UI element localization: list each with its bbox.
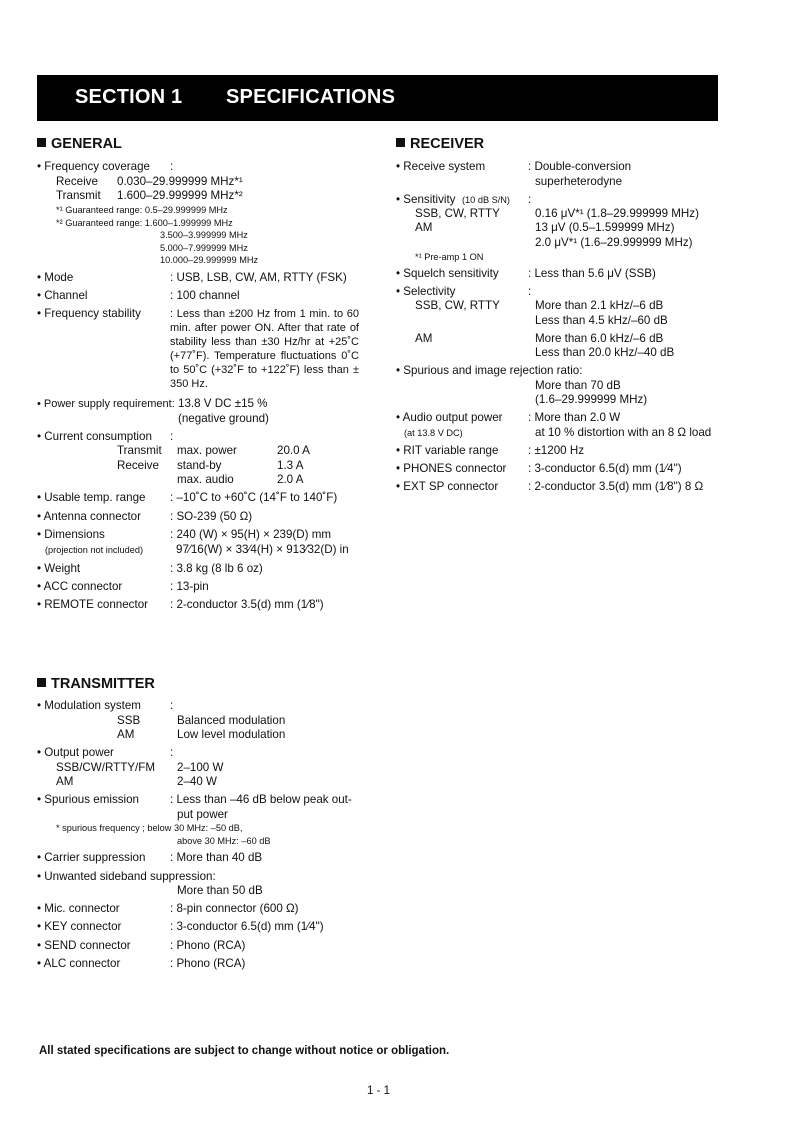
current-transmit-mode: max. power [177, 444, 237, 457]
output-ssb-label: SSB/CW/RTTY/FM [56, 761, 155, 774]
image-rejection-label: • Spurious and image rejection ratio: [396, 364, 583, 377]
antenna-label: • Antenna connector [37, 510, 141, 523]
spurious-note-2: above 30 MHz: –60 dB [177, 836, 271, 846]
transmit-value: 1.600–29.999999 MHz*² [117, 189, 243, 202]
send-value: : Phono (RCA) [170, 939, 246, 952]
temp-range-label: • Usable temp. range [37, 491, 146, 504]
square-bullet-icon [396, 138, 405, 147]
alc-label: • ALC connector [37, 957, 121, 970]
guarantee-note-1: *¹ Guaranteed range: 0.5–29.999999 MHz [56, 205, 228, 215]
transmitter-heading: TRANSMITTER [37, 676, 155, 692]
page-title: SPECIFICATIONS [226, 86, 396, 108]
square-bullet-icon [37, 678, 46, 687]
guarantee-range-2: 3.500–3.999999 MHz [160, 230, 248, 240]
sensitivity-note: *¹ Pre-amp 1 ON [415, 252, 484, 262]
receive-system-value-cont: superheterodyne [535, 175, 623, 188]
dimensions-note: (projection not included) [45, 545, 144, 555]
modulation-ssb-label: SSB [117, 714, 141, 727]
spurious-emission-label: • Spurious emission [37, 793, 140, 806]
spurious-note-1: * spurious frequency ; below 30 MHz: –50 dB, [56, 823, 243, 833]
selectivity-am-value-2: Less than 20.0 kHz/–40 dB [535, 346, 675, 359]
sensitivity-colon: : [528, 193, 532, 206]
general-heading: GENERAL [37, 136, 122, 152]
section-number: SECTION 1 [75, 86, 183, 108]
current-receive-label: Receive [117, 459, 159, 472]
squelch-label: • Squelch sensitivity [396, 267, 499, 280]
selectivity-ssb-value-1: More than 2.1 kHz/–6 dB [535, 299, 664, 312]
audio-output-value-cont: at 10 % distortion with an 8 Ω load [535, 426, 712, 439]
sensitivity-am-value-1: 13 μV (0.5–1.599999 MHz) [535, 221, 675, 234]
guarantee-range-3: 5.000–7.999999 MHz [160, 243, 248, 253]
audio-output-value: : More than 2.0 W [528, 411, 621, 424]
current-colon: : [170, 430, 174, 443]
square-bullet-icon [37, 138, 46, 147]
ext-sp-label: • EXT SP connector [396, 480, 499, 493]
output-am-value: 2–40 W [177, 775, 217, 788]
alc-value: : Phono (RCA) [170, 957, 246, 970]
acc-label: • ACC connector [37, 580, 123, 593]
freq-coverage-colon: : [170, 160, 174, 173]
mode-label: • Mode [37, 271, 74, 284]
squelch-value: : Less than 5.6 μV (SSB) [528, 267, 656, 280]
selectivity-am-label: AM [415, 332, 433, 345]
weight-label: • Weight [37, 562, 81, 575]
power-supply-label: • Power supply requirement: [37, 398, 175, 410]
rit-label: • RIT variable range [396, 444, 499, 457]
carrier-label: • Carrier suppression [37, 851, 146, 864]
current-standby-mode: stand-by [177, 459, 222, 472]
image-rejection-value-2: (1.6–29.999999 MHz) [535, 393, 648, 406]
spurious-emission-value-cont: put power [177, 808, 228, 821]
receive-label: Receive [56, 175, 98, 188]
freq-stability-label: • Frequency stability [37, 307, 141, 320]
receive-system-value: : Double-conversion [528, 160, 632, 173]
unwanted-sideband-label: • Unwanted sideband suppression: [37, 870, 216, 883]
modulation-label: • Modulation system [37, 699, 141, 712]
remote-label: • REMOTE connector [37, 598, 149, 611]
freq-stability-value: : Less than ±200 Hz from 1 min. to 60 min. after power ON. After that rate of stability less than ±30 Hz/hr at +25˚C (+77˚F). Temperature fluctuations 0˚C to 50˚C (+32˚F to +122˚F) less than ± 350 Hz. [170, 308, 359, 390]
power-supply-value: 13.8 V DC ±15 % [178, 397, 268, 410]
audio-output-condition: (at 13.8 V DC) [404, 428, 463, 438]
mic-label: • Mic. connector [37, 902, 120, 915]
sensitivity-am-label: AM [415, 221, 433, 234]
output-ssb-value: 2–100 W [177, 761, 224, 774]
image-rejection-value-1: More than 70 dB [535, 379, 621, 392]
receive-value: 0.030–29.999999 MHz*¹ [117, 175, 243, 188]
receive-system-label: • Receive system [396, 160, 486, 173]
output-power-colon: : [170, 746, 174, 759]
modulation-ssb-value: Balanced modulation [177, 714, 286, 727]
power-supply-ground: (negative ground) [178, 412, 269, 425]
remote-value: : 2-conductor 3.5(d) mm (1⁄8") [170, 598, 324, 611]
sensitivity-am-value-2: 2.0 μV*¹ (1.6–29.999999 MHz) [535, 236, 693, 249]
acc-value: : 13-pin [170, 580, 209, 593]
transmit-label: Transmit [56, 189, 101, 202]
sensitivity-ssb-label: SSB, CW, RTTY [415, 207, 500, 220]
mic-value: : 8-pin connector (600 Ω) [170, 902, 299, 915]
sensitivity-condition: (10 dB S/N) [462, 195, 510, 205]
key-label: • KEY connector [37, 920, 122, 933]
selectivity-colon: : [528, 285, 532, 298]
page-number: 1 - 1 [367, 1085, 391, 1097]
current-audio-mode: max. audio [177, 473, 234, 486]
modulation-am-value: Low level modulation [177, 728, 286, 741]
unwanted-sideband-value: More than 50 dB [177, 884, 263, 897]
selectivity-ssb-label: SSB, CW, RTTY [415, 299, 500, 312]
current-transmit-label: Transmit [117, 444, 162, 457]
dimensions-label: • Dimensions [37, 528, 105, 541]
carrier-value: : More than 40 dB [170, 851, 263, 864]
current-transmit-value: 20.0 A [277, 444, 310, 457]
temp-range-value: : –10˚C to +60˚C (14˚F to 140˚F) [170, 491, 338, 504]
current-label: • Current consumption [37, 430, 152, 443]
sensitivity-label: • Sensitivity [396, 193, 456, 206]
receiver-heading: RECEIVER [396, 136, 484, 152]
selectivity-am-value-1: More than 6.0 kHz/–6 dB [535, 332, 664, 345]
dimensions-value-in: 97⁄16(W) × 33⁄4(H) × 913⁄32(D) in [176, 543, 349, 556]
mode-value: : USB, LSB, CW, AM, RTTY (FSK) [170, 271, 347, 284]
modulation-am-label: AM [117, 728, 135, 741]
send-label: • SEND connector [37, 939, 131, 952]
dimensions-value: : 240 (W) × 95(H) × 239(D) mm [170, 528, 332, 541]
guarantee-note-2: *² Guaranteed range: 1.600–1.999999 MHz [56, 218, 233, 228]
rit-value: : ±1200 Hz [528, 444, 584, 457]
output-am-label: AM [56, 775, 74, 788]
output-power-label: • Output power [37, 746, 114, 759]
phones-value: : 3-conductor 6.5(d) mm (1⁄4") [528, 462, 682, 475]
current-standby-value: 1.3 A [277, 459, 304, 472]
ext-sp-value: : 2-conductor 3.5(d) mm (1⁄8") 8 Ω [528, 480, 704, 493]
channel-label: • Channel [37, 289, 88, 302]
spurious-emission-value: : Less than –46 dB below peak out- [170, 793, 352, 806]
key-value: : 3-conductor 6.5(d) mm (1⁄4") [170, 920, 324, 933]
current-audio-value: 2.0 A [277, 473, 304, 486]
guarantee-range-4: 10.000–29.999999 MHz [160, 255, 259, 265]
sensitivity-ssb-value: 0.16 μV*¹ (1.8–29.999999 MHz) [535, 207, 699, 220]
channel-value: : 100 channel [170, 289, 240, 302]
selectivity-ssb-value-2: Less than 4.5 kHz/–60 dB [535, 314, 668, 327]
selectivity-label: • Selectivity [396, 285, 456, 298]
freq-coverage-label: • Frequency coverage [37, 160, 150, 173]
section-banner [37, 75, 718, 121]
footer-notice: All stated specifications are subject to change without notice or obligation. [39, 1045, 450, 1057]
modulation-colon: : [170, 699, 174, 712]
audio-output-label: • Audio output power [396, 411, 503, 424]
phones-label: • PHONES connector [396, 462, 507, 475]
antenna-value: : SO-239 (50 Ω) [170, 510, 253, 523]
weight-value: : 3.8 kg (8 lb 6 oz) [170, 562, 263, 575]
